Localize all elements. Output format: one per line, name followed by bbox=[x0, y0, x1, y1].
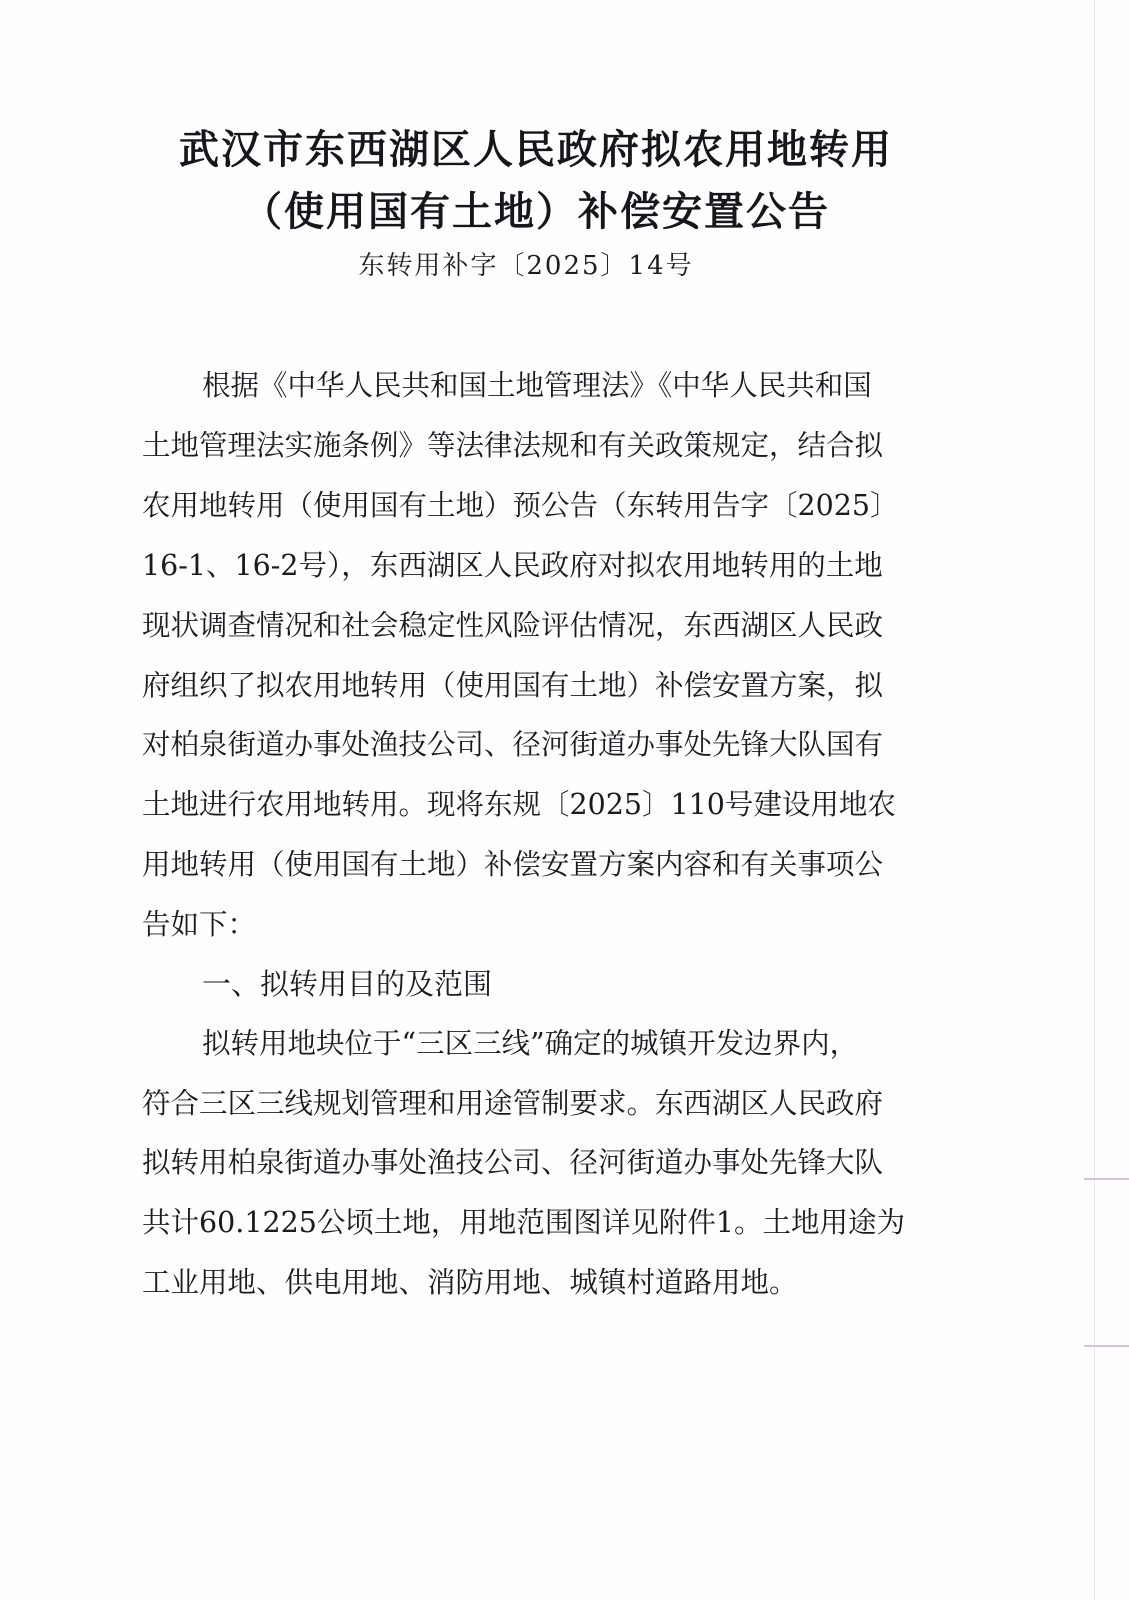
body-line: 告如下： bbox=[142, 908, 257, 941]
margin-mark bbox=[1084, 1178, 1129, 1180]
body-line: 土地进行农用地转用。现将东规〔2025〕110号建设用地农 bbox=[142, 788, 896, 821]
body-line: 现状调查情况和社会稳定性风险评估情况，东西湖区人民政 bbox=[142, 609, 884, 642]
body-line: 对柏泉街道办事处渔技公司、径河街道办事处先锋大队国有 bbox=[142, 728, 884, 761]
body-line: 用地转用（使用国有土地）补偿安置方案内容和有关事项公 bbox=[142, 848, 884, 881]
body-line: 16-1、16-2号），东西湖区人民政府对拟农用地转用的土地 bbox=[142, 549, 883, 582]
section1-line: 工业用地、供电用地、消防用地、城镇村道路用地。 bbox=[142, 1266, 798, 1299]
document-title-line-2: （使用国有土地）补偿安置公告 bbox=[242, 189, 830, 235]
section1-line: 符合三区三线规划管理和用途管制要求。东西湖区人民政府 bbox=[142, 1087, 884, 1120]
document-title-line-1: 武汉市东西湖区人民政府拟农用地转用 bbox=[179, 127, 893, 173]
section1-line: 拟转用柏泉街道办事处渔技公司、径河街道办事处先锋大队 bbox=[142, 1146, 884, 1179]
body-line: 府组织了拟农用地转用（使用国有土地）补偿安置方案，拟 bbox=[142, 669, 884, 702]
body-line: 根据《中华人民共和国土地管理法》《中华人民共和国 bbox=[202, 369, 872, 402]
margin-mark bbox=[1084, 1345, 1129, 1347]
section-heading-1: 一、拟转用目的及范围 bbox=[202, 967, 493, 1001]
page-edge-rule bbox=[1094, 0, 1095, 1600]
document-number: 东转用补字〔2025〕14号 bbox=[358, 251, 694, 281]
body-line: 土地管理法实施条例》等法律法规和有关政策规定，结合拟 bbox=[142, 429, 884, 462]
body-line: 农用地转用（使用国有土地）预公告（东转用告字〔2025〕 bbox=[142, 489, 899, 522]
section1-line: 共计60.1225公顷土地，用地范围图详见附件1。土地用途为 bbox=[142, 1206, 905, 1239]
section1-line: 拟转用地块位于“三区三线”确定的城镇开发边界内， bbox=[202, 1027, 859, 1060]
